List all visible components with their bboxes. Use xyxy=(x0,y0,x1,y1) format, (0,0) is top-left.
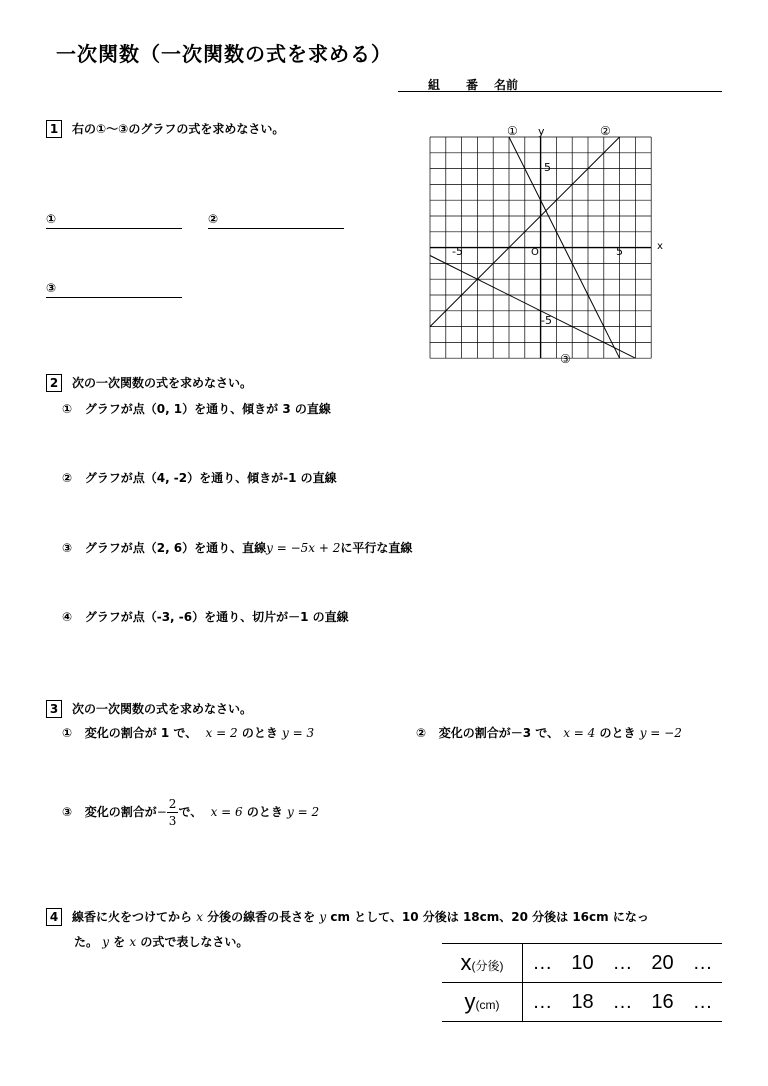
graph-tick-y-pos: 5 xyxy=(544,161,551,174)
q2-item-4-text: グラフが点（-3, -6）を通り、切片が－1 の直線 xyxy=(84,610,349,624)
q2-item-2-mark: ② xyxy=(62,471,73,485)
q2-item-1 xyxy=(62,400,331,417)
q4-var-y-2: y xyxy=(102,935,109,949)
q3-item-3-res: y = 2 xyxy=(287,805,320,819)
class-label: 組 xyxy=(428,78,441,92)
table-cell: 20 xyxy=(642,944,683,983)
table-head-y-var: y xyxy=(464,989,476,1014)
table-cell: … xyxy=(603,944,642,983)
graph-label-2: ② xyxy=(600,124,611,138)
table-cell: 16 xyxy=(642,983,683,1022)
q1-answer-label-1: ① xyxy=(46,212,57,226)
q3-item-2-cond: x = 4 xyxy=(563,726,596,740)
fraction-numerator: 2 xyxy=(168,797,177,811)
table-head-y xyxy=(442,983,523,1022)
q3-item-2-res: y = −2 xyxy=(639,726,682,740)
graph-label-3: ③ xyxy=(560,352,571,366)
q1-heading xyxy=(46,120,284,138)
q1-graph xyxy=(420,118,670,368)
table-cell: … xyxy=(523,944,562,983)
number-label: 番 xyxy=(466,78,479,92)
q1-answer-label-3: ③ xyxy=(46,281,57,295)
q4-text-e: を xyxy=(113,935,126,949)
table-row xyxy=(442,944,722,983)
fraction-denominator: 3 xyxy=(168,814,177,828)
q2-item-2 xyxy=(62,469,337,486)
q4-number: 4 xyxy=(46,908,62,926)
q3-item-3-mid: のとき xyxy=(246,805,283,819)
table-head-y-unit: (cm) xyxy=(475,998,500,1012)
table-cell: 18 xyxy=(562,983,603,1022)
q3-item-2-pre: 変化の割合が－3 で、 xyxy=(438,726,560,740)
q4-text-c: cm として、10 分後は 18cm、20 分後は 16cm になっ xyxy=(330,910,649,924)
q2-item-4 xyxy=(62,608,349,625)
q2-item-3 xyxy=(62,539,412,556)
q4-text-d: た。 xyxy=(74,935,99,949)
table-cell: … xyxy=(683,983,722,1022)
q4-text-a: 線香に火をつけてから xyxy=(72,910,193,924)
q2-text: 次の一次関数の式を求めなさい。 xyxy=(72,376,253,390)
graph-tick-y-neg: -5 xyxy=(541,314,552,327)
table-head-x xyxy=(442,944,523,983)
graph-line-3 xyxy=(430,256,635,359)
table-row xyxy=(442,983,722,1022)
q3-item-3-sign: − xyxy=(156,805,167,819)
q4-var-x-2: x xyxy=(129,935,137,949)
graph-origin-label: O xyxy=(531,247,539,258)
q3-item-1-pre: 変化の割合が 1 で、 xyxy=(84,726,198,740)
q2-item-3-equation: y = −5x + 2 xyxy=(266,541,341,555)
table-cell: … xyxy=(683,944,722,983)
q2-item-3-mark: ③ xyxy=(62,541,73,555)
name-label: 名前 xyxy=(494,78,519,92)
q1-number: 1 xyxy=(46,120,62,138)
q1-answer-label-2: ② xyxy=(208,212,219,226)
q3-item-1-mark: ① xyxy=(62,726,73,740)
q3-item-3-fraction xyxy=(167,796,179,829)
q2-item-3-post: に平行な直線 xyxy=(340,541,413,555)
q2-item-1-text: グラフが点（0, 1）を通り、傾きが 3 の直線 xyxy=(84,402,331,416)
q4-var-y: y xyxy=(319,910,327,924)
table-cell: 10 xyxy=(562,944,603,983)
q3-item-1 xyxy=(62,724,314,741)
q2-heading xyxy=(46,374,252,392)
q4-table xyxy=(442,943,722,1022)
q2-item-2-text: グラフが点（4, -2）を通り、傾きが-1 の直線 xyxy=(84,471,337,485)
graph-x-axis-label: x xyxy=(657,241,663,252)
q4-text-b: 分後の線香の長さを xyxy=(207,910,316,924)
q2-number: 2 xyxy=(46,374,62,392)
q1-text: 右の①～③のグラフの式を求めなさい。 xyxy=(72,122,285,136)
q3-item-1-mid: のとき xyxy=(241,726,278,740)
q3-item-3-pre: 変化の割合が xyxy=(84,805,157,819)
q4-line-2 xyxy=(74,933,248,950)
graph-label-1: ① xyxy=(507,124,518,138)
q3-item-1-res: y = 3 xyxy=(282,726,315,740)
q1-answer-line-1[interactable] xyxy=(46,228,182,229)
graph-tick-x-pos: 5 xyxy=(616,245,623,258)
page-title: 一次関数（一次関数の式を求める） xyxy=(56,42,392,66)
q1-answer-line-2[interactable] xyxy=(208,228,344,229)
q3-item-3-pre2: で、 xyxy=(178,805,203,819)
q2-item-3-pre: グラフが点（2, 6）を通り、直線 xyxy=(84,541,267,555)
q4-var-x: x xyxy=(196,910,203,924)
graph-tick-x-neg: -5 xyxy=(452,245,463,258)
table-head-x-var: x xyxy=(460,950,472,975)
q3-heading xyxy=(46,700,252,718)
q3-item-2-mid: のとき xyxy=(599,726,636,740)
q3-item-3-cond: x = 6 xyxy=(210,805,243,819)
q1-answer-line-3[interactable] xyxy=(46,297,182,298)
q3-item-1-cond: x = 2 xyxy=(205,726,238,740)
table-cell: … xyxy=(523,983,562,1022)
graph-y-axis-label: y xyxy=(538,125,545,138)
name-underline xyxy=(398,91,722,92)
q3-text: 次の一次関数の式を求めなさい。 xyxy=(72,702,253,716)
q3-item-2 xyxy=(416,724,682,741)
q2-item-1-mark: ① xyxy=(62,402,73,416)
q3-item-3 xyxy=(62,796,319,829)
q3-item-3-mark: ③ xyxy=(62,805,73,819)
table-cell: … xyxy=(603,983,642,1022)
q4-text-f: の式で表しなさい。 xyxy=(140,935,249,949)
table-head-x-unit: (分後) xyxy=(471,959,504,973)
q4-line-1 xyxy=(46,908,649,926)
q3-item-2-mark: ② xyxy=(416,726,427,740)
q3-number: 3 xyxy=(46,700,62,718)
q2-item-4-mark: ④ xyxy=(62,610,73,624)
